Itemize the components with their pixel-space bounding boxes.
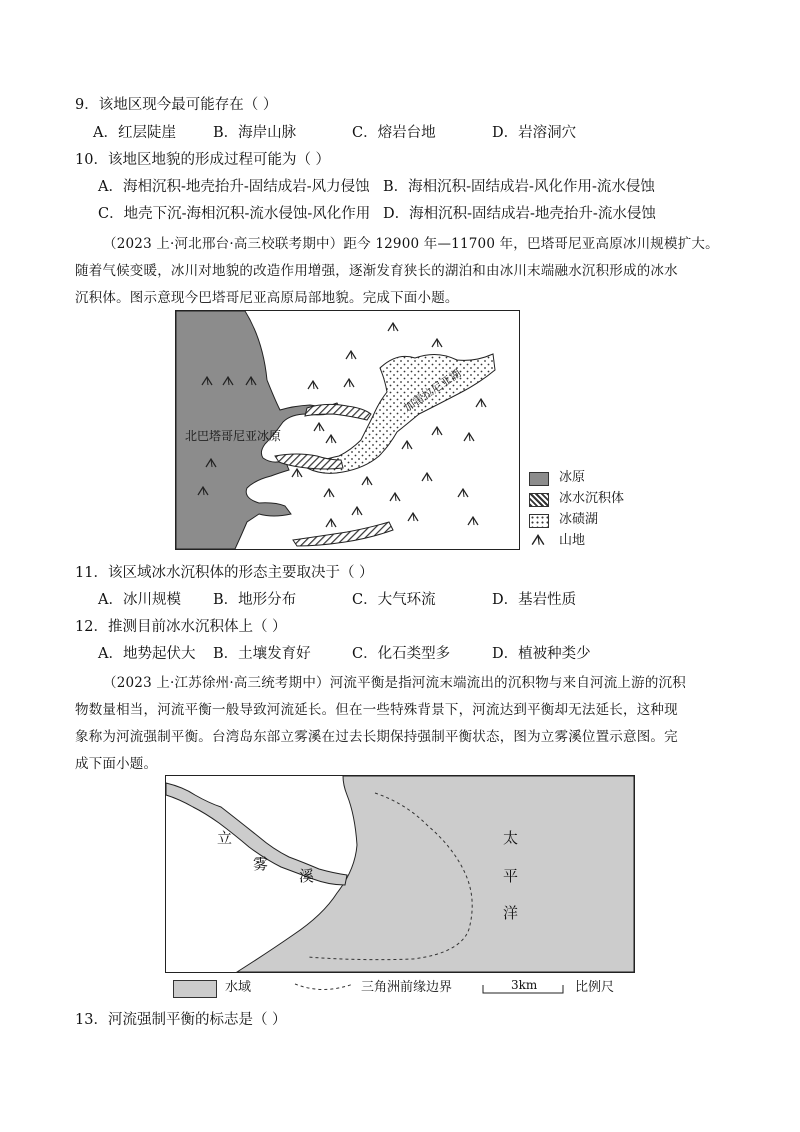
patagonia-map — [175, 310, 520, 550]
q12-option-b: B．土壤发育好 — [213, 646, 311, 662]
q10-option-d: D．海相沉积-固结成岩-地壳抬升-流水侵蚀 — [383, 206, 656, 222]
ocean-label-char-3: 洋 — [503, 904, 519, 922]
legend-label-outwash: 冰水沉积体 — [559, 491, 625, 506]
legend-label-mountain: 山地 — [559, 533, 586, 548]
ocean-label-char-1: 太 — [503, 829, 519, 847]
passage-1 — [75, 231, 725, 312]
q12-stem: 12．推测目前冰水沉积体上（ ） — [75, 619, 287, 635]
q9-option-c: C．熔岩台地 — [352, 125, 436, 141]
legend-swatch-ice — [529, 472, 549, 486]
q11-option-a: A．冰川规模 — [98, 592, 181, 608]
legend-swatch-water — [173, 980, 217, 998]
q11-stem: 11．该区域冰水沉积体的形态主要取决于（ ） — [75, 565, 374, 581]
passage-1-line-2: 随着气候变暖，冰川对地貌的改造作用增强，逐渐发育狭长的湖泊和由冰川末端融水沉积形成的冰水 — [75, 263, 678, 279]
river-label-char-3: 溪 — [299, 867, 315, 885]
passage-2-line-2: 物数量相当，河流平衡一般导致河流延长。但在一些特殊背景下，河流达到平衡却无法延长，这种现 — [75, 702, 678, 718]
map2-legend — [165, 977, 635, 1001]
passage-1-line-1: （2023 上·河北邢台·高三校联考期中）距今 12900 年—11700 年，巴塔哥尼亚高原冰川规模扩大。 — [103, 236, 719, 252]
legend-swatch-outwash — [529, 493, 549, 507]
legend-label-water: 水域 — [225, 980, 252, 995]
q12-option-c: C．化石类型多 — [352, 646, 451, 662]
q12-option-a: A．地势起伏大 — [98, 646, 196, 662]
map1-legend — [525, 470, 645, 552]
q9-option-a: A．红层陡崖 — [93, 125, 176, 141]
q9-stem: 9．该地区现今最可能存在（ ） — [75, 97, 278, 113]
liwu-river-map — [165, 775, 635, 975]
passage-2 — [75, 670, 725, 778]
q9-option-b: B．海岸山脉 — [213, 125, 297, 141]
q9-option-d: D．岩溶洞穴 — [492, 125, 577, 141]
q11-option-d: D．基岩性质 — [492, 592, 577, 608]
ocean-label-char-2: 平 — [503, 867, 519, 885]
delta-boundary-line-icon — [293, 981, 355, 995]
q10-option-c: C．地壳下沉-海相沉积-流水侵蚀-风化作用 — [98, 206, 371, 222]
legend-label-lake: 冰碛湖 — [559, 512, 599, 527]
q13-stem: 13．河流强制平衡的标志是（ ） — [75, 1012, 287, 1028]
legend-label-ice: 冰原 — [559, 470, 586, 485]
scale-value: 3km — [511, 978, 538, 992]
lake-label: 加雷拉尼亚湖 — [401, 366, 464, 415]
river-label-char-1: 立 — [217, 829, 233, 847]
mountain-icon — [531, 534, 545, 546]
legend-swatch-lake — [529, 514, 549, 528]
q12-option-d: D．植被种类少 — [492, 646, 591, 662]
passage-2-line-1: （2023 上·江苏徐州·高三统考期中）河流平衡是指河流末端流出的沉积物与来自河流上游的沉积 — [103, 675, 686, 691]
legend-label-scale: 比例尺 — [575, 980, 615, 995]
q10-stem: 10．该地区地貌的形成过程可能为（ ） — [75, 152, 331, 168]
passage-2-line-4: 成下面小题。 — [75, 756, 158, 772]
passage-1-line-3: 沉积体。图示意现今巴塔哥尼亚高原局部地貌。完成下面小题。 — [75, 290, 459, 306]
q11-option-c: C．大气环流 — [352, 592, 436, 608]
q10-option-a: A．海相沉积-地壳抬升-固结成岩-风力侵蚀 — [98, 179, 370, 195]
river-label-char-2: 雾 — [253, 855, 269, 873]
ice-field-label: 北巴塔哥尼亚冰原 — [185, 429, 282, 443]
q11-option-b: B．地形分布 — [213, 592, 297, 608]
legend-label-delta: 三角洲前缘边界 — [361, 980, 453, 995]
q10-option-b: B．海相沉积-固结成岩-风化作用-流水侵蚀 — [383, 179, 655, 195]
passage-2-line-3: 象称为河流强制平衡。台湾岛东部立雾溪在过去长期保持强制平衡状态，图为立雾溪位置示意图。完 — [75, 729, 678, 745]
